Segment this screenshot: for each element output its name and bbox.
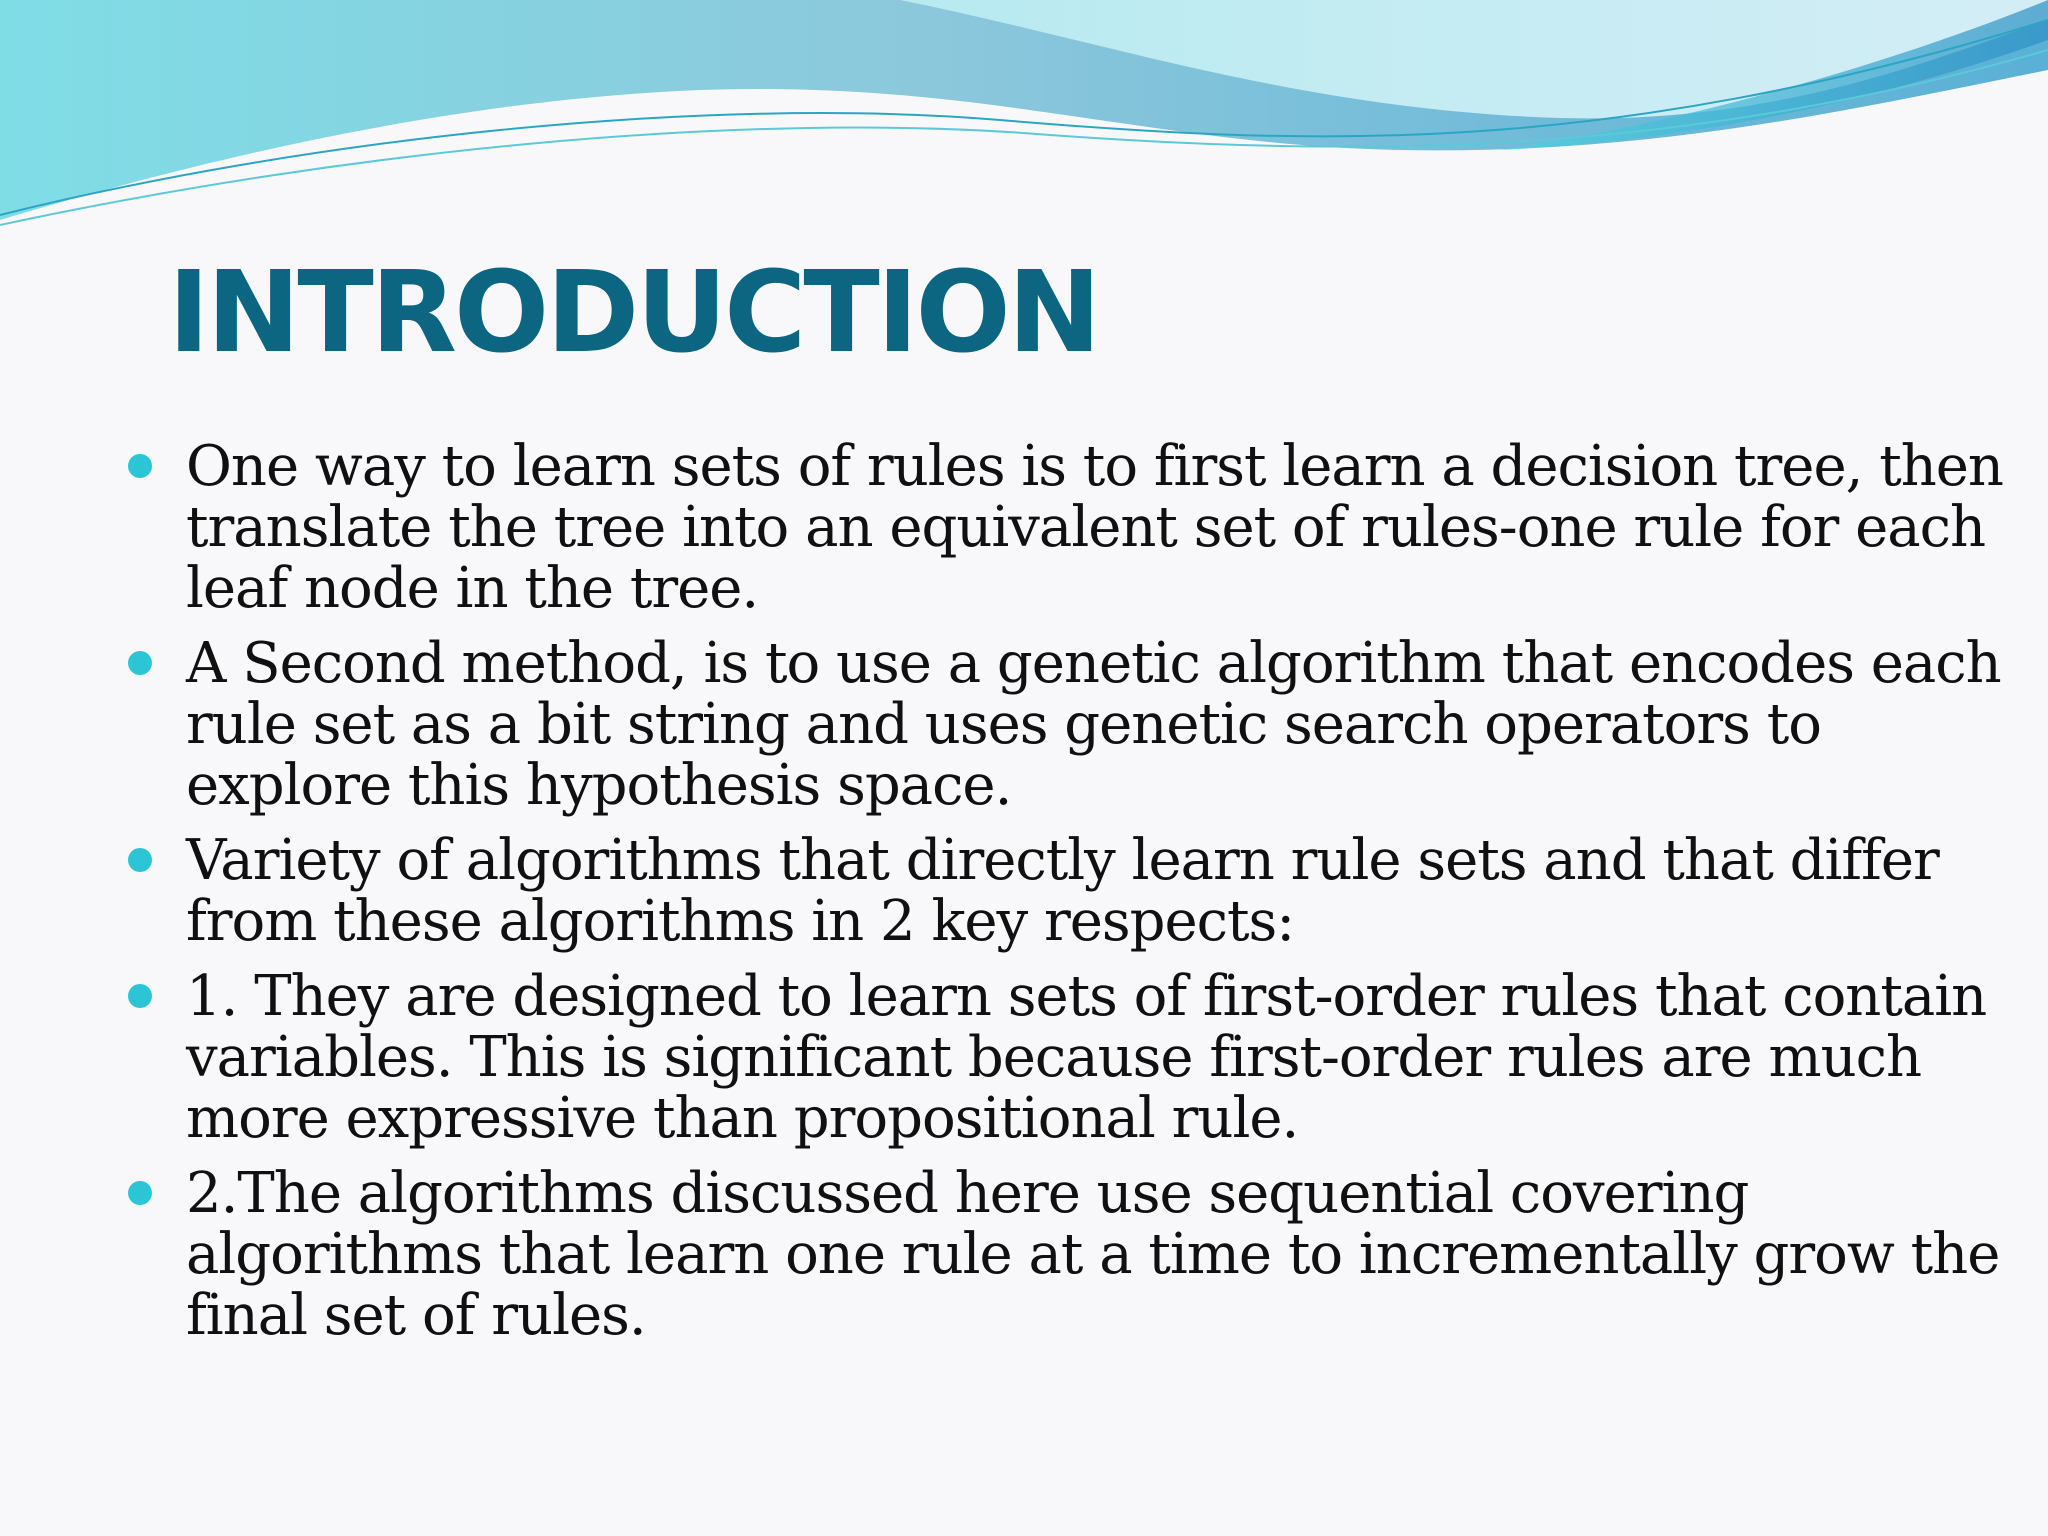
bullet-item bbox=[128, 633, 2018, 816]
bullet-dot-icon bbox=[128, 651, 152, 675]
bullet-dot-icon bbox=[128, 848, 152, 872]
bullet-item bbox=[128, 1163, 2018, 1346]
bullet-dot-icon bbox=[128, 984, 152, 1008]
bullet-dot-icon bbox=[128, 454, 152, 478]
bullet-list bbox=[128, 436, 2018, 1360]
bullet-text: One way to learn sets of rules is to first learn a decision tree, then translate the tree into an equivalent set of rules-one rule for each leaf node in the tree. bbox=[186, 434, 2003, 621]
bullet-item bbox=[128, 830, 2018, 952]
bullet-item bbox=[128, 966, 2018, 1149]
slide-title: INTRODUCTION bbox=[168, 248, 1099, 378]
bullet-text: Variety of algorithms that directly learn rule sets and that differ from these algorithms in 2 key respects: bbox=[186, 828, 1939, 954]
bullet-text: 1. They are designed to learn sets of first-order rules that contain variables. This is significant because first-order rules are much more expressive than propositional rule. bbox=[186, 964, 1987, 1151]
bullet-item bbox=[128, 436, 2018, 619]
bullet-text: A Second method, is to use a genetic algorithm that encodes each rule set as a bit string and uses genetic search operators to explore this hypothesis space. bbox=[186, 631, 2001, 818]
header-wave-decoration bbox=[0, 0, 2048, 240]
bullet-text: 2.The algorithms discussed here use sequential covering algorithms that learn one rule at a time to incrementally grow the final set of rules. bbox=[186, 1161, 2000, 1348]
bullet-dot-icon bbox=[128, 1181, 152, 1205]
